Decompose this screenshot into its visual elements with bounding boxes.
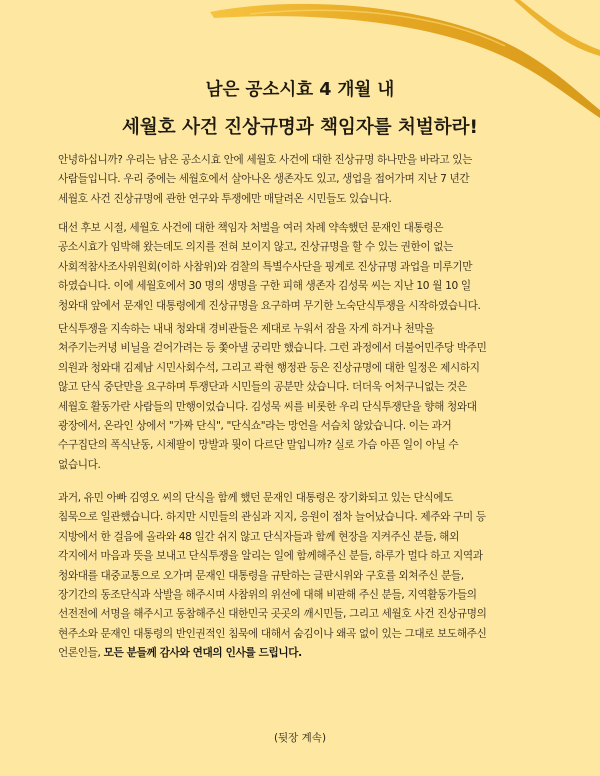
paragraph-line: 단식투쟁을 지속하는 내내 청와대 경비관들은 제대로 누워서 잠을 자게 하거나 천막을 — [58, 323, 435, 335]
thanks-bold-text: 모든 분들께 감사와 연대의 인사를 드립니다. — [103, 647, 302, 660]
title-line-2: 세월호 사건 진상규명과 책임자를 처벌하라! — [122, 117, 478, 138]
paragraph-line: 수구집단의 폭식난동, 시체팔이 망발과 뭣이 다르단 말입니까? 실로 가슴 아픈 일이 아닐 수 — [58, 439, 459, 452]
paragraph-line: 세월호 활동가란 사람들의 만행이었습니다. 김성묵 씨를 비롯한 우리 단식투쟁단을 향해 청와대 — [58, 400, 477, 413]
paragraph-line: 않고 단식 중단만을 요구하며 투쟁단과 시민들의 공분만 샀습니다. 더더욱 어처구니없는 것은 — [58, 381, 467, 394]
paragraph-1 — [58, 151, 548, 209]
paragraph-line: 사람들입니다. 우리 중에는 세월호에서 살아나온 생존자도 있고, 생업을 접어가며 지난 7 년간 — [58, 173, 470, 186]
paragraph-line: 의원과 청와대 김제남 시민사회수석, 그리고 곽현 행정관 등은 진상규명에 대한 일정은 제시하지 — [58, 361, 480, 374]
paragraph-2 — [58, 219, 548, 316]
paragraph-line: 하였습니다. 이에 세월호에서 30 명의 생명을 구한 피해 생존자 김성묵 씨는 지난 10 월 10 일 — [58, 280, 471, 293]
paragraph-line: 쳐주기는커녕 비닐을 걷어가려는 등 쫓아낼 궁리만 했습니다. 그런 과정에서 더불어민주당 박주민 — [58, 342, 487, 355]
paragraph-line: 각지에서 마음과 뜻을 보내고 단식투쟁을 알리는 일에 함께해주신 분들, 하루가 멀다 하고 지역과 — [58, 550, 483, 563]
paragraph-line: 대선 후보 시절, 세월호 사건에 대한 책임자 처벌을 여러 차례 약속했던 문재인 대통령은 — [58, 222, 444, 234]
paragraph-line: 선전전에 서명을 해주시고 동참해주신 대한민국 곳곳의 깨시민들, 그리고 세월호 사건 진상규명의 — [58, 608, 487, 621]
paragraph-line: 공소시효가 임박해 왔는데도 의지를 전혀 보이지 않고, 진상규명을 할 수 있는 권한이 없는 — [58, 241, 454, 254]
paragraph-line: 없습니다. — [58, 458, 101, 471]
paragraph-line: 장기간의 동조단식과 삭발을 해주시며 사참위의 위선에 대해 비판해 주신 분들, 지역활동가들의 — [58, 589, 477, 602]
title-line-1: 남은 공소시효 4 개월 내 — [205, 80, 395, 100]
paragraph-line: 안녕하십니까? 우리는 남은 공소시효 안에 세월호 사건에 대한 진상규명 하나만을 바라고 있는 — [58, 154, 473, 166]
paragraph-3 — [58, 320, 548, 475]
paragraph-line: 청와대를 대중교통으로 오가며 문재인 대통령을 규탄하는 글판시위와 구호를 외쳐주신 분들, — [58, 569, 464, 582]
paragraph-line: 지방에서 한 걸음에 올라와 48 일간 쉬지 않고 단식자들과 함께 현장을 지켜주신 분들, 해외 — [58, 530, 459, 543]
continued-note: (뒷장 계속) — [273, 732, 327, 744]
paragraph-line: 침묵으로 일관했습니다. 하지만 시민들의 관심과 지지, 응원이 점차 늘어났습니다. 제주와 구미 등 — [58, 511, 486, 524]
paragraph-line: 현주소와 문재인 대통령의 반인권적인 침묵에 대해서 숨김이나 왜곡 없이 있는 그대로 보도해주신 — [58, 627, 487, 640]
paragraph-4 — [58, 489, 548, 664]
paragraph-line: 과거, 유민 아빠 김영오 씨의 단식을 함께 했던 문재인 대통령은 장기화되고 있는 단식에도 — [58, 492, 454, 504]
paragraph-line: 청와대 앞에서 문재인 대통령에게 진상규명을 요구하며 무기한 노숙단식투쟁을 시작하였습니다. — [58, 299, 481, 312]
paragraph-line: 광장에서, 온라인 상에서 "가짜 단식", "단식쇼"라는 망언을 서슴치 않았습니다. 이는 과거 — [58, 420, 452, 433]
paragraph-line: 세월호 사건 진상규명에 관한 연구와 투쟁에만 매달려온 시민들도 있습니다. — [58, 192, 392, 205]
paragraph-last-line — [58, 644, 548, 663]
paragraph-line: 사회적참사조사위원회(이하 사참위)와 검찰의 특별수사단을 핑계로 진상규명 과업을 미루기만 — [58, 260, 473, 273]
last-line-prefix: 언론인들, — [58, 647, 104, 660]
